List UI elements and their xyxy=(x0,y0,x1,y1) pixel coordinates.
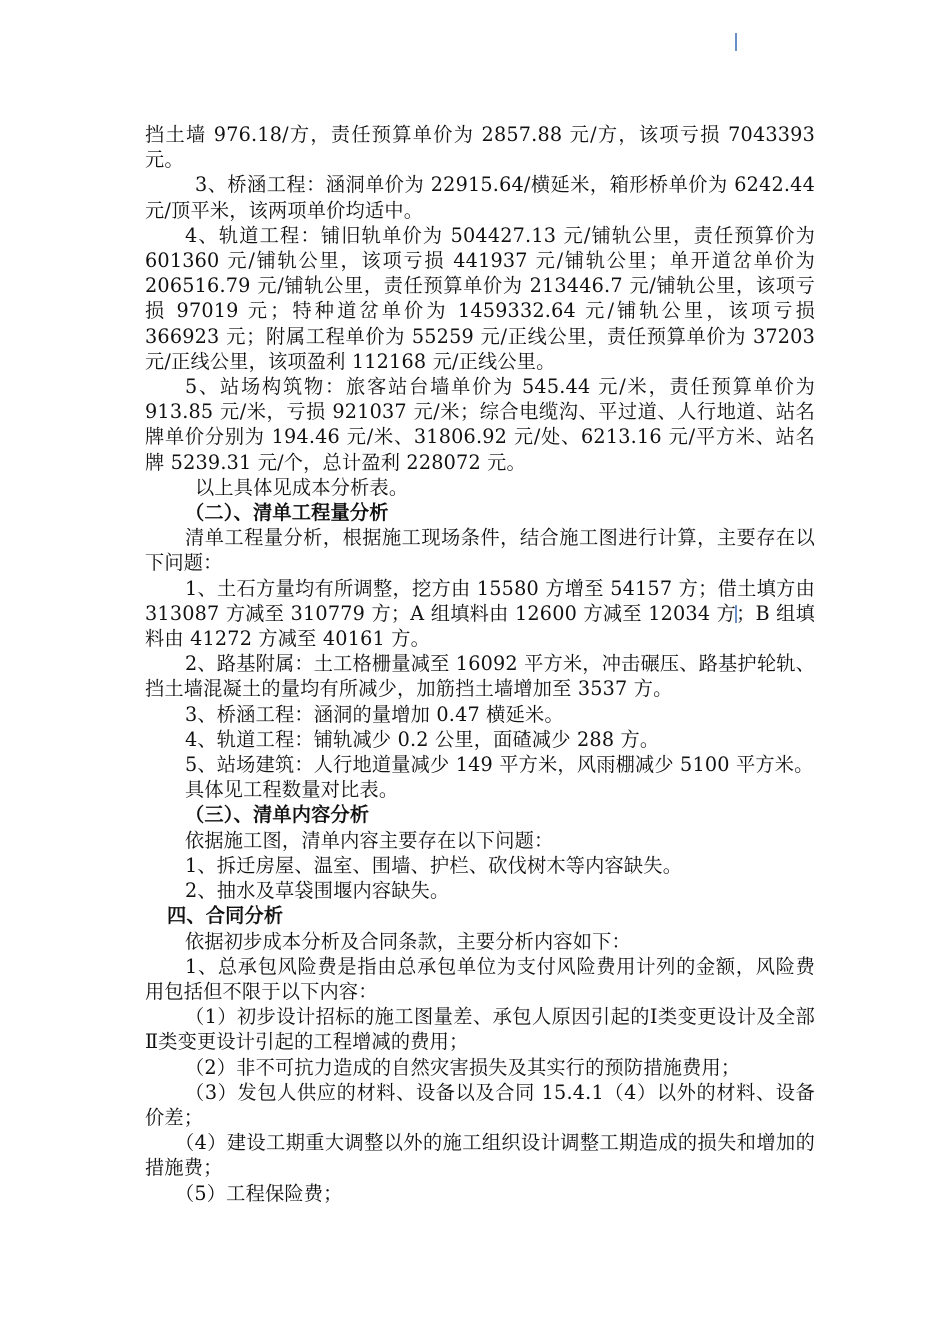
paragraph: 依据施工图，清单内容主要存在以下问题： xyxy=(185,828,554,852)
paragraph: 5、站场构筑物：旅客站台墙单价为 545.44 元/米，责任预算单价为 913.85 元/米，亏损 921037 元/米；综合电缆沟、平过道、人行地道、站名牌单价分别为 194.46 元/米、31806.92 元/处、6213.16 元/平方米、站名牌 5239.31 元/个，总计盈利 228072 元。 xyxy=(145,375,815,474)
section-heading: （二）、清单工程量分析 xyxy=(185,501,389,525)
paragraph: （4）建设工期重大调整以外的施工组织设计调整工期造成的损失和增加的措施费； xyxy=(145,1131,815,1180)
paragraph: 5、站场建筑：人行地道量减少 149 平方米，风雨棚减少 5100 平方米。 xyxy=(185,753,814,777)
paragraph: 挡土墙 976.18/方，责任预算单价为 2857.88 元/方，该项亏损 7043393 元。 xyxy=(145,123,815,172)
paragraph: 1、拆迁房屋、温室、围墙、护栏、砍伐树木等内容缺失。 xyxy=(185,853,683,877)
paragraph: 清单工程量分析，根据施工现场条件，结合施工图进行计算，主要存在以下问题： xyxy=(145,526,815,575)
cursor-mark xyxy=(735,33,737,51)
document-body xyxy=(145,122,815,1206)
paragraph: 4、轨道工程：铺轨减少 0.2 公里，面碴减少 288 方。 xyxy=(185,727,660,751)
paragraph: 1、土石方量均有所调整，挖方由 15580 方增至 54157 方；借土填方由 313087 方减至 310779 方；A 组填料由 12600 方减至 12034 方；B 组填料由 41272 方减至 40161 方。 xyxy=(145,576,815,651)
paragraph: （5）工程保险费； xyxy=(175,1181,343,1205)
paragraph: 1、总承包风险费是指由总承包单位为支付风险费用计列的金额，风险费用包括但不限于以下内容： xyxy=(145,954,815,1003)
section-heading: （三）、清单内容分析 xyxy=(185,803,370,827)
paragraph: 3、桥涵工程：涵洞的量增加 0.47 横延米。 xyxy=(185,702,564,726)
paragraph: （2）非不可抗力造成的自然灾害损失及其实行的预防措施费用； xyxy=(185,1055,741,1079)
paragraph: 2、抽水及草袋围堰内容缺失。 xyxy=(185,879,450,903)
paragraph: 3、桥涵工程：涵洞单价为 22915.64/横延米，箱形桥单价为 6242.44 元/顶平米，该两项单价均适中。 xyxy=(145,173,815,222)
paragraph: 以上具体见成本分析表。 xyxy=(195,475,409,499)
paragraph: 2、路基附属：土工格栅量减至 16092 平方米，冲击碾压、路基护轮轨、挡土墙混凝土的量均有所减少，加筋挡土墙增加至 3537 方。 xyxy=(145,652,815,701)
paragraph: 依据初步成本分析及合同条款，主要分析内容如下： xyxy=(185,929,631,953)
section-heading: 四、合同分析 xyxy=(167,904,284,928)
paragraph: 4、轨道工程：铺旧轨单价为 504427.13 元/铺轨公里，责任预算价为 601360 元/铺轨公里，该项亏损 441937 元/铺轨公里；单开道岔单价为 206516.79 元/铺轨公里，责任预算单价为 213446.7 元/铺轨公里，该项亏损 97019 元；特种道岔单价为 1459332.64 元/铺轨公里，该项亏损 366923 元；附属工程单价为 55259 元/正线公里，责任预算单价为 37203 元/正线公里，该项盈利 112168 元/正线公里。 xyxy=(145,223,815,373)
paragraph: （3）发包人供应的材料、设备以及合同 15.4.1（4）以外的材料、设备价差； xyxy=(145,1080,815,1129)
paragraph: （1）初步设计招标的施工图量差、承包人原因引起的Ⅰ类变更设计及全部Ⅱ类变更设计引起的工程增减的费用； xyxy=(145,1005,815,1054)
paragraph: 具体见工程数量对比表。 xyxy=(185,778,399,802)
